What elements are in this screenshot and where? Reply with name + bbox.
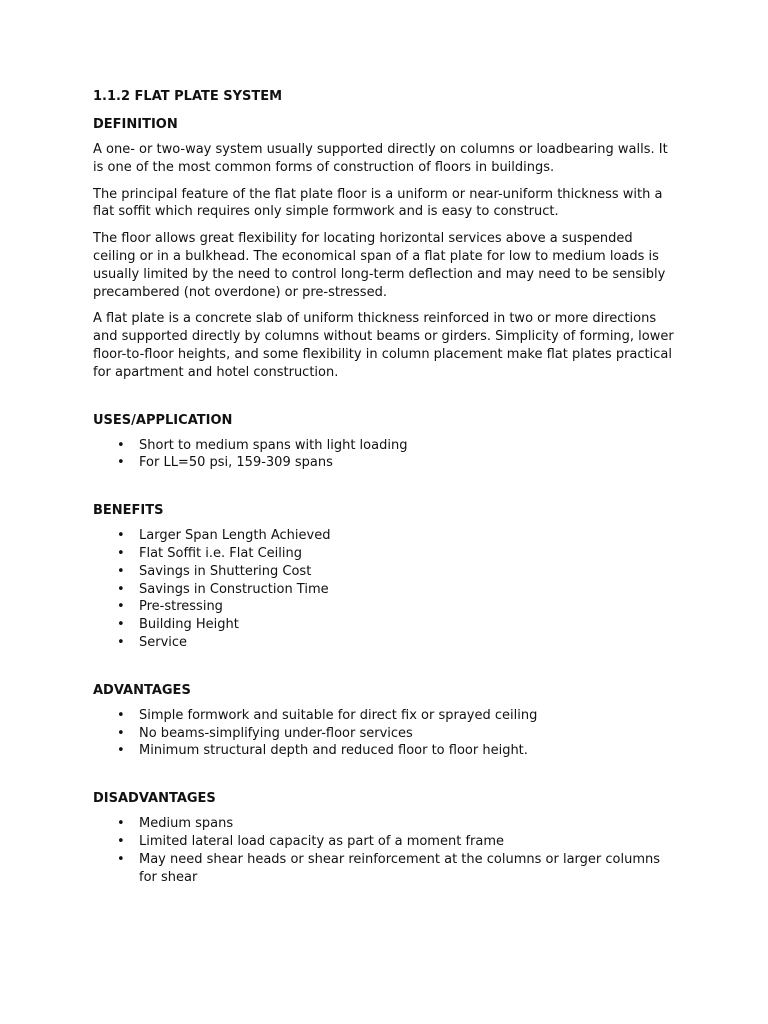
list-item: • Pre-stressing — [117, 599, 223, 615]
uses-list — [93, 437, 675, 473]
definition-paragraph-2: The principal feature of the flat plate floor is a uniform or near-uniform thickness with a flat soffit which requires only simple formwork and is easy to construct. — [93, 186, 663, 220]
bullet-icon: • — [117, 851, 125, 867]
bullet-icon: • — [117, 528, 125, 544]
disadvantages-heading: DISADVANTAGES — [93, 791, 216, 807]
list-item: • Limited lateral load capacity as part of a moment frame — [117, 833, 504, 849]
list-item: • No beams-simplifying under-floor services — [117, 725, 413, 741]
page-title: 1.1.2 FLAT PLATE SYSTEM — [93, 89, 283, 104]
document-page — [93, 86, 675, 886]
list-item: • For LL=50 psi, 159-309 spans — [117, 455, 333, 471]
bullet-icon: • — [117, 617, 125, 633]
benefits-heading: BENEFITS — [93, 503, 164, 519]
list-item: • May need shear heads or shear reinforcement at the columns or larger columns for shear — [117, 851, 661, 885]
list-item: • Larger Span Length Achieved — [117, 528, 331, 544]
bullet-icon: • — [117, 437, 125, 453]
bullet-icon: • — [117, 725, 125, 741]
bullet-icon: • — [117, 545, 125, 561]
benefits-list — [93, 527, 675, 652]
definition-paragraph-1: A one- or two-way system usually supported directly on columns or loadbearing walls. It is one of the most common forms of construction of floors in buildings. — [93, 142, 668, 175]
list-item: • Medium spans — [117, 816, 234, 832]
list-item: • Short to medium spans with light loading — [117, 437, 408, 453]
list-item: • Minimum structural depth and reduced floor to floor height. — [117, 743, 528, 759]
uses-heading: USES/APPLICATION — [93, 412, 233, 428]
definition-paragraph-4: A flat plate is a concrete slab of uniform thickness reinforced in two or more directions and supported directly by columns without beams or girders. Simplicity of forming, lower floor-to-floor heights, and some flexibility in column placement make flat plates practical for apartment and hotel construction. — [93, 311, 674, 380]
definition-paragraph-3: The floor allows great flexibility for locating horizontal services above a suspended ceiling or in a bulkhead. The economical span of a flat plate for low to medium loads is usually limited by the need to control long-term deflection and may need to be sensibly precambered (not overdone) or pre-stressed. — [93, 231, 666, 300]
bullet-icon: • — [117, 455, 125, 471]
list-item: • Savings in Shuttering Cost — [117, 563, 312, 579]
list-item: • Service — [117, 634, 188, 650]
bullet-icon: • — [117, 563, 125, 579]
list-item: • Flat Soffit i.e. Flat Ceiling — [117, 545, 302, 561]
bullet-icon: • — [117, 833, 125, 849]
list-item: • Savings in Construction Time — [117, 581, 329, 597]
bullet-icon: • — [117, 707, 125, 723]
bullet-icon: • — [117, 599, 125, 615]
bullet-icon: • — [117, 581, 125, 597]
disadvantages-list — [93, 815, 675, 886]
list-item: • Building Height — [117, 617, 239, 633]
advantages-list — [93, 707, 675, 760]
advantages-heading: ADVANTAGES — [93, 682, 191, 698]
definition-heading: DEFINITION — [93, 117, 178, 132]
list-item: • Simple formwork and suitable for direct fix or sprayed ceiling — [117, 707, 538, 723]
bullet-icon: • — [117, 816, 125, 832]
bullet-icon: • — [117, 743, 125, 759]
bullet-icon: • — [117, 634, 125, 650]
